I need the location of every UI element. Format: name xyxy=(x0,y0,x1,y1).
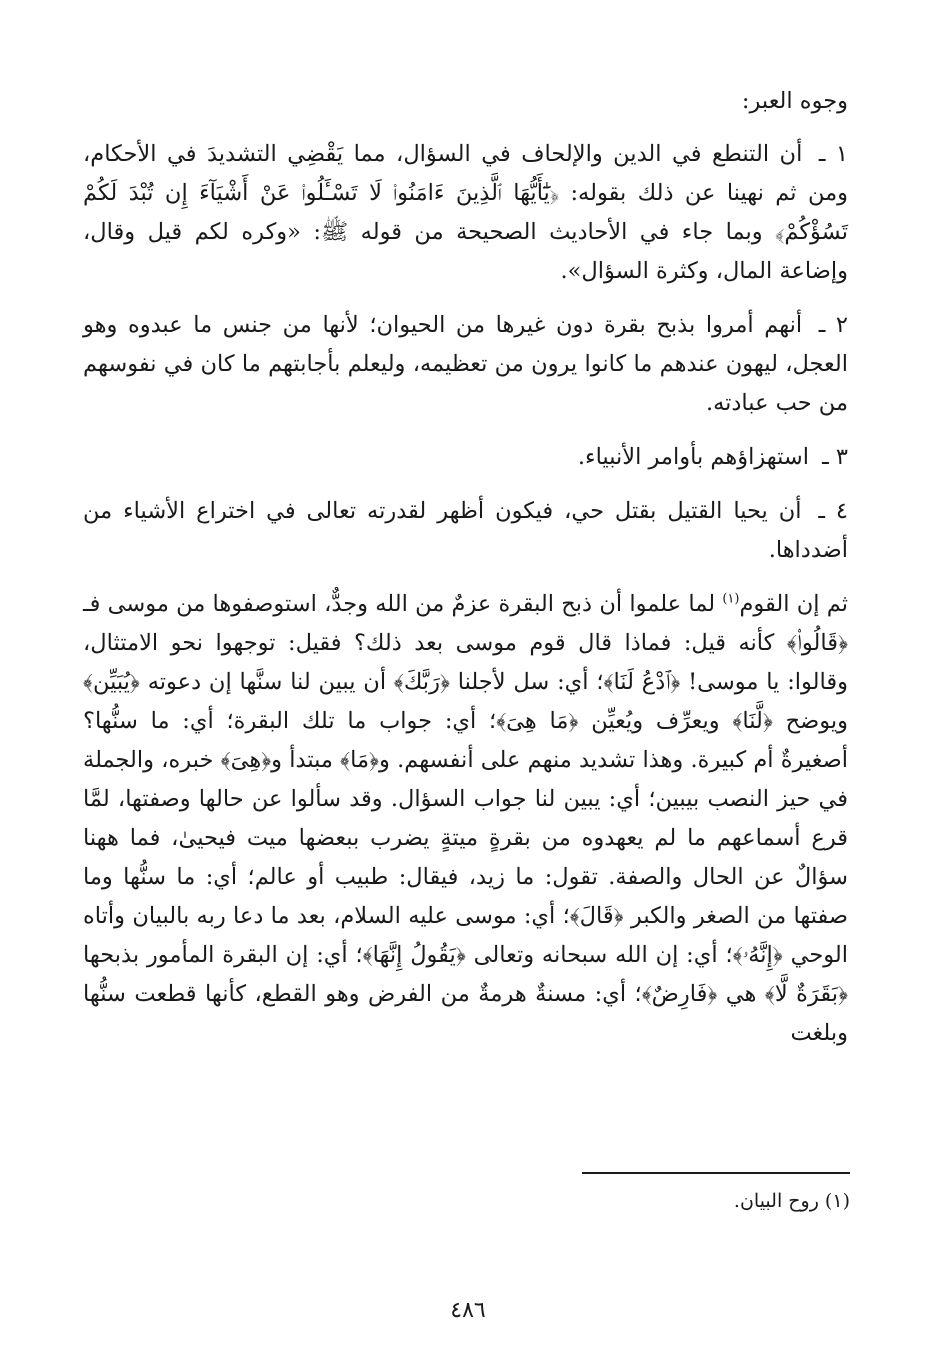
list-item xyxy=(83,306,848,423)
footnote: (١) روح البيان. xyxy=(733,1190,850,1212)
section-heading: وجوه العبر: xyxy=(741,88,848,114)
item-number: ١ ـ xyxy=(818,141,848,167)
page-body xyxy=(83,82,848,1068)
main-paragraph xyxy=(83,585,848,1053)
list-item xyxy=(83,438,848,477)
paragraph-body: لما علموا أن ذبح البقرة عزمٌ من الله وجدٌّ، استوصفوها من موسى فـ ﴿قَالُوا۟﴾ كأنه قيل: فماذا قال قوم موسى بعد ذلك؟ فقيل: توجهوا نحو الامتثال، وقالوا: يا موسى! ﴿ٱدْعُ لَنَا﴾؛ أي: سل لأجلنا ﴿رَبَّكَ﴾ أن يبين لنا سنَّها إن دعوته ﴿يُبَيِّن﴾ ويوضح ﴿لَّنَا﴾ ويعرِّف ويُعيِّن ﴿مَا هِىَ﴾؛ أي: جواب ما تلك البقرة؛ أي: ما سنُّها؟ أصغيرةٌ أم كبيرة. وهذا تشديد منهم على أنفسهم. و﴿مَا﴾ مبتدأ و﴿هِىَ﴾ خبره، والجملة في حيز النصب بيبين؛ أي: يبين لنا جواب السؤال. وقد سألوا عن حالها وصفتها، لمَّا قرع أسماعهم ما لم يعهدوه من بقرةٍ ميتةٍ يضرب ببعضها ميت فيحيىٰ، فما ههنا سؤالٌ عن الحال والصفة. تقول: ما زيد، فيقال: طبيب أو عالم؛ أي: ما سنُّها وما صفتها من الصغر والكبر ﴿قَالَ﴾؛ أي: موسى عليه السلام، بعد ما دعا ربه بالبيان وأتاه الوحي ﴿إِنَّهُۥ﴾؛ أي: إن الله سبحانه وتعالى ﴿يَقُولُ إِنَّهَا﴾؛ أي: إن البقرة المأمور بذبحها ﴿بَقَرَةٌ لَّا﴾ هي ﴿فَارِضٌ﴾؛ أي: مسنةٌ هرمةٌ من الفرض وهو القطع، كأنها قطعت سنُّها وبلغت xyxy=(83,591,848,1046)
item-text: أن التنطع في الدين والإلحاف في السؤال، مما يَقْضِي التشديدَ في الأحكام، ومن ثم نهينا عن ذلك بقوله: ﴿يَٰٓأَيُّهَا ٱلَّذِينَ ءَامَنُوا۟ لَا تَسْـَٔلُوا۟ عَنْ أَشْيَآءَ إِن تُبْدَ لَكُمْ تَسُؤْكُمْ﴾ وبما جاء في الأحاديث الصحيحة من قوله ﷺ: «وكره لكم قيل وقال، وإضاعة المال، وكثرة السؤال». xyxy=(83,141,848,284)
footnote-reference: (١) xyxy=(722,591,740,607)
item-number: ٤ ـ xyxy=(818,498,848,524)
footnote-divider xyxy=(582,1172,850,1174)
list-item xyxy=(83,135,848,291)
page-number: ٤٨٦ xyxy=(450,1298,486,1323)
list-item xyxy=(83,492,848,570)
item-number: ٢ ـ xyxy=(818,312,848,338)
item-text: أن يحيا القتيل بقتل حي، فيكون أظهر لقدرته تعالى في اختراع الأشياء من أضدداها. xyxy=(83,498,848,563)
item-text: استهزاؤهم بأوامر الأنبياء. xyxy=(577,444,809,470)
item-text: أنهم أمروا بذبح بقرة دون غيرها من الحيوان؛ لأنها من جنس ما عبدوه وهو العجل، ليهون عندهم ما كانوا يرون من تعظيمه، وليعلم بأجابتهم ما كان في نفوسهم من حب عبادته. xyxy=(83,312,848,416)
item-number: ٣ ـ xyxy=(822,444,848,470)
paragraph-opening: ثم إن القوم xyxy=(739,591,848,617)
